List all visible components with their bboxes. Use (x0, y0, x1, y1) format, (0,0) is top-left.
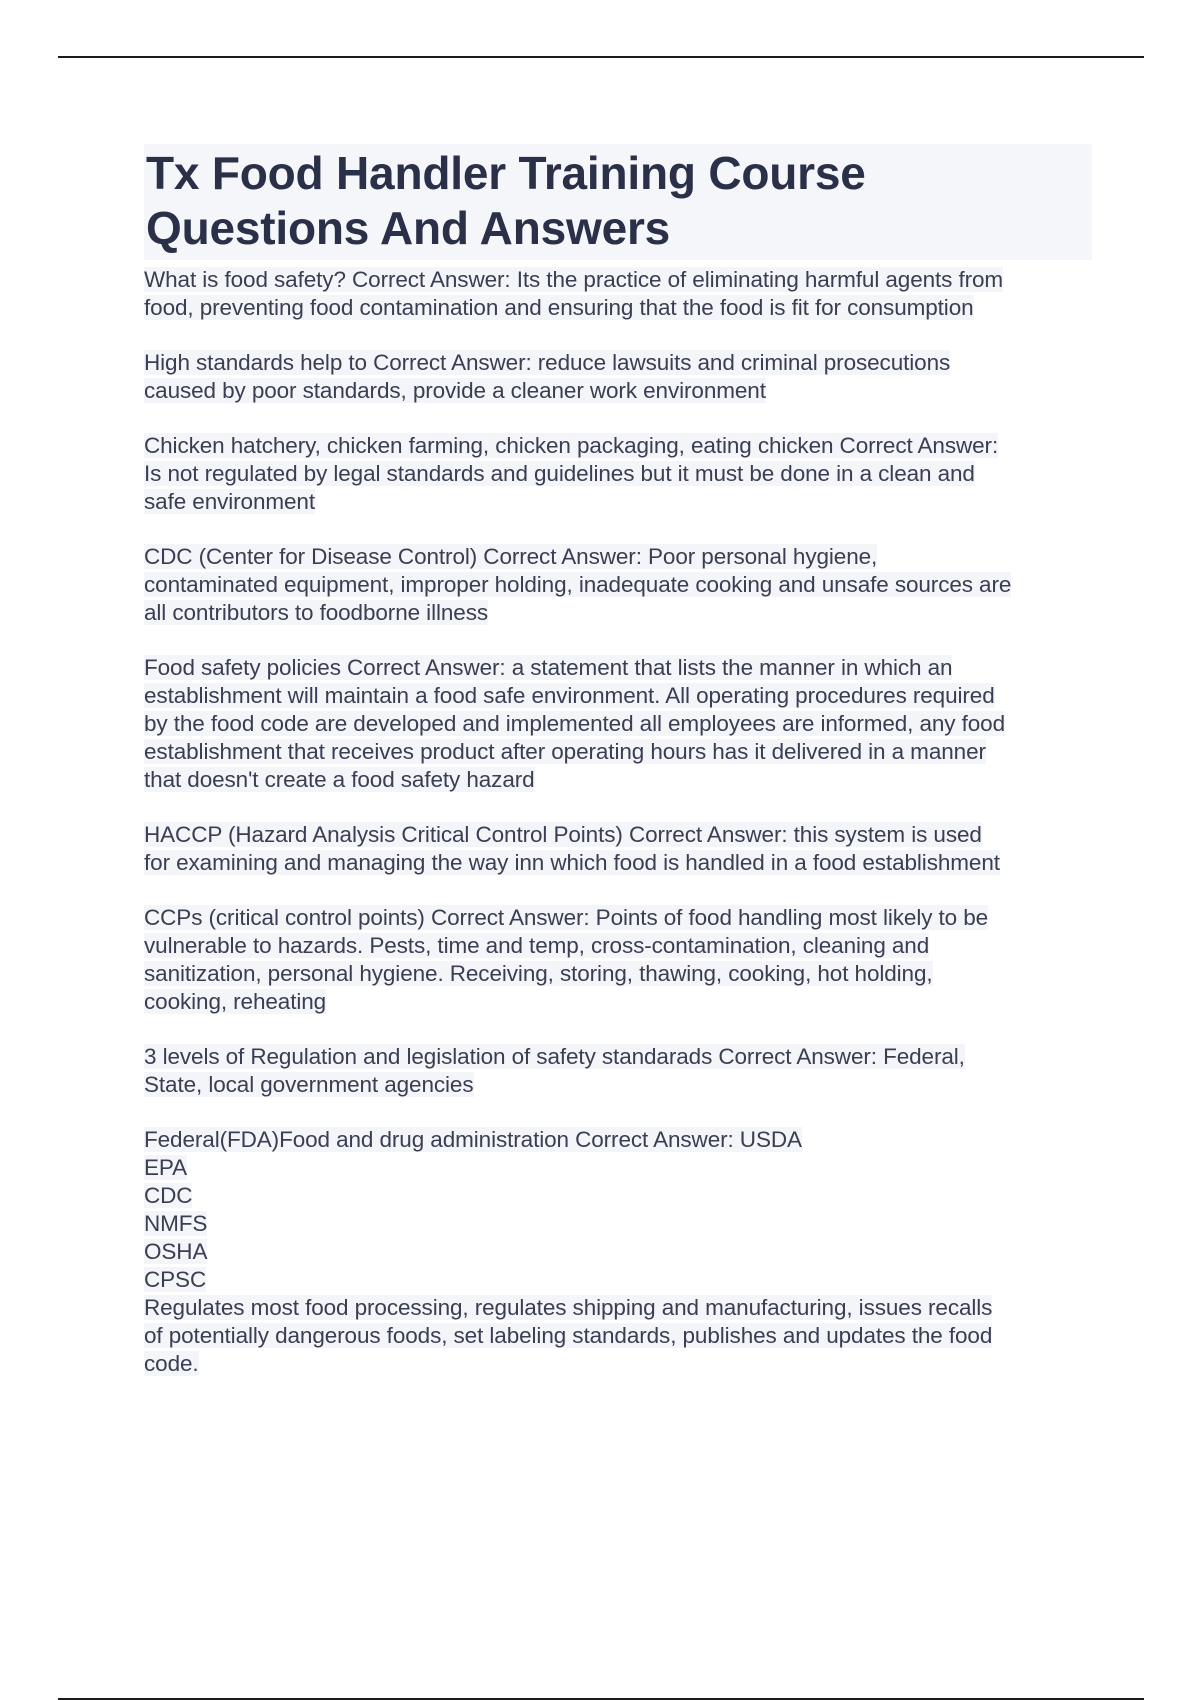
qa-line (144, 904, 1092, 932)
qa-item (144, 1126, 1092, 1378)
qa-line (144, 1043, 1092, 1071)
qa-line-text: vulnerable to hazards. Pests, time and temp, cross-contamination, cleaning and (144, 933, 930, 958)
qa-line (144, 1350, 1092, 1378)
qa-item (144, 432, 1092, 516)
qa-line-text: High standards help to Correct Answer: reduce lawsuits and criminal prosecutions (144, 350, 951, 375)
qa-line (144, 710, 1092, 738)
qa-line (144, 1266, 1092, 1294)
header-rule (58, 56, 1144, 58)
qa-line-text: CDC (144, 1183, 193, 1208)
qa-line-text: EPA (144, 1155, 188, 1180)
qa-line (144, 266, 1092, 294)
qa-line-text: CPSC (144, 1267, 207, 1292)
qa-line-text: Is not regulated by legal standards and guidelines but it must be done in a clean and (144, 461, 975, 486)
qa-item (144, 349, 1092, 405)
qa-line (144, 599, 1092, 627)
qa-line (144, 1294, 1092, 1322)
qa-item (144, 904, 1092, 1016)
qa-line-text: contaminated equipment, improper holding, inadequate cooking and unsafe sources are (144, 572, 1012, 597)
qa-line-text: What is food safety? Correct Answer: Its the practice of eliminating harmful agents from (144, 267, 1004, 292)
qa-line (144, 821, 1092, 849)
qa-line-text: safe environment (144, 489, 315, 514)
qa-line (144, 1210, 1092, 1238)
qa-line (144, 349, 1092, 377)
qa-line (144, 294, 1092, 322)
qa-line-text: caused by poor standards, provide a cleaner work environment (144, 378, 766, 403)
qa-item (144, 543, 1092, 627)
qa-line (144, 432, 1092, 460)
qa-line-text: by the food code are developed and implemented all employees are informed, any food (144, 711, 1006, 736)
qa-line-text: Food safety policies Correct Answer: a statement that lists the manner in which an (144, 655, 953, 680)
qa-line-text: Federal(FDA)Food and drug administration Correct Answer: USDA (144, 1127, 802, 1152)
qa-line-text: that doesn't create a food safety hazard (144, 767, 535, 792)
qa-line (144, 488, 1092, 516)
qa-item (144, 1043, 1092, 1099)
qa-line (144, 1322, 1092, 1350)
qa-line-text: Chicken hatchery, chicken farming, chicken packaging, eating chicken Correct Answer: (144, 433, 999, 458)
qa-item (144, 654, 1092, 794)
qa-line (144, 849, 1092, 877)
qa-line-text: sanitization, personal hygiene. Receiving, storing, thawing, cooking, hot holding, (144, 961, 933, 986)
title-line-1: Tx Food Handler Training Course (146, 147, 866, 199)
qa-line (144, 654, 1092, 682)
qa-line (144, 988, 1092, 1016)
qa-line (144, 738, 1092, 766)
qa-line (144, 1126, 1092, 1154)
qa-line (144, 1154, 1092, 1182)
qa-line (144, 682, 1092, 710)
qa-line (144, 1238, 1092, 1266)
qa-line-text: of potentially dangerous foods, set labeling standards, publishes and updates the food (144, 1323, 993, 1348)
page-title (144, 144, 1092, 260)
qa-line (144, 377, 1092, 405)
qa-line-text: HACCP (Hazard Analysis Critical Control Points) Correct Answer: this system is used (144, 822, 982, 847)
qa-line-text: all contributors to foodborne illness (144, 600, 488, 625)
qa-line (144, 571, 1092, 599)
qa-line-text: CCPs (critical control points) Correct Answer: Points of food handling most likely to be (144, 905, 989, 930)
qa-line-text: OSHA (144, 1239, 208, 1264)
qa-line (144, 1071, 1092, 1099)
qa-line-text: code. (144, 1351, 199, 1376)
qa-line-text: establishment will maintain a food safe environment. All operating procedures required (144, 683, 995, 708)
title-line-2: Questions And Answers (146, 202, 671, 254)
qa-line (144, 766, 1092, 794)
qa-line (144, 460, 1092, 488)
qa-line-text: cooking, reheating (144, 989, 327, 1014)
qa-line (144, 932, 1092, 960)
qa-line-text: Regulates most food processing, regulates shipping and manufacturing, issues recalls (144, 1295, 993, 1320)
qa-list (144, 266, 1092, 1378)
qa-line-text: CDC (Center for Disease Control) Correct Answer: Poor personal hygiene, (144, 544, 878, 569)
qa-line (144, 1182, 1092, 1210)
qa-line (144, 543, 1092, 571)
qa-line-text: State, local government agencies (144, 1072, 474, 1097)
document-body (144, 144, 1092, 1405)
qa-line-text: for examining and managing the way inn which food is handled in a food establishment (144, 850, 1000, 875)
qa-item (144, 266, 1092, 322)
qa-line-text: 3 levels of Regulation and legislation of safety standarads Correct Answer: Federal, (144, 1044, 965, 1069)
qa-line (144, 960, 1092, 988)
qa-line-text: establishment that receives product after operating hours has it delivered in a manner (144, 739, 986, 764)
qa-item (144, 821, 1092, 877)
qa-line-text: NMFS (144, 1211, 208, 1236)
qa-line-text: food, preventing food contamination and ensuring that the food is fit for consumption (144, 295, 974, 320)
